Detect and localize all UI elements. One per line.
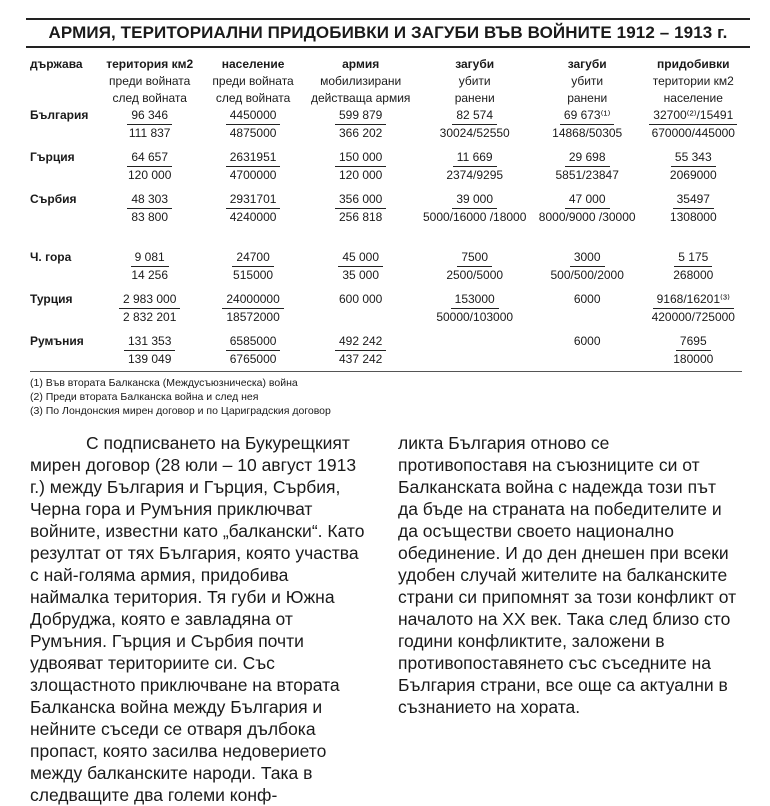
- column-header: [642, 56, 745, 107]
- table-row: [30, 191, 745, 249]
- cell-value-top: 599 879: [335, 107, 386, 125]
- cell-value-bottom: 111 837: [128, 126, 171, 140]
- notes-divider: [30, 371, 742, 372]
- cell-value-top: 4450000: [226, 107, 281, 125]
- column-header-title: армия: [342, 57, 380, 71]
- column-subheader: население: [663, 91, 723, 105]
- cell-value-top: 7695: [676, 333, 711, 351]
- country-name: Румъния: [30, 334, 84, 348]
- table-cell: [417, 191, 533, 249]
- cell-value-top: 150 000: [335, 149, 386, 167]
- column-subheader: след войната: [215, 91, 291, 105]
- country-name: Гърция: [30, 150, 75, 164]
- table-cell: [98, 107, 201, 149]
- column-header: [201, 56, 304, 107]
- table-cell: [305, 333, 417, 375]
- column-subheader: действаща армия: [310, 91, 411, 105]
- column-subheader: ранени: [567, 91, 608, 105]
- table-cell: [201, 191, 304, 249]
- table-cell: [98, 249, 201, 291]
- table-body: [30, 107, 745, 375]
- cell-value-top: 2 983 000: [119, 291, 180, 309]
- table-cell: [642, 149, 745, 191]
- footnote: (1) Във втората Балканска (Междусъюзническа) война: [30, 377, 298, 389]
- footnotes: [30, 376, 331, 418]
- cell-value-bottom: 50000/103000: [436, 310, 514, 324]
- body-paragraph: С подписването на Букурещкият мирен договор (28 юли – 10 август 1913 г.) между България и Гърция, Сърбия, Черна гора и Румъния приключват войните, известни като „балкански“. Като резултат от тях България, която участва с най-голяма армия, придобива наймалка територия. Тя губи и Южна Добруджа, която е завладяна от Румъния. Гърция и Сърбия почти удвояват териториите си. Със злощастното приключване на втората Балканска война между България и нейните съседи се отваря дълбока пропаст, която засилва недоверието между балканските народи. Така в следващите два големи конф-: [30, 433, 365, 805]
- statistics-table: [30, 56, 745, 375]
- table-cell: [533, 149, 642, 191]
- footnote: (2) Преди втората Балканска война и след нея: [30, 391, 259, 403]
- cell-value-bottom: 30024/52550: [439, 126, 510, 140]
- cell-value-bottom: 2374/9295: [446, 168, 504, 182]
- column-subheader: убити: [458, 74, 491, 88]
- table-cell: [98, 149, 201, 191]
- cell-value-top: 48 303: [127, 191, 172, 209]
- table-cell: [417, 333, 533, 375]
- cell-value-top: 2931701: [226, 191, 281, 209]
- cell-value-top: 35497: [673, 191, 714, 209]
- country-name: Сърбия: [30, 192, 77, 206]
- body-paragraph: ликта България отново се противопоставя на съюзниците си от Балканската война с надежда този път да бъде на страната на победителите и да осъществи своето национално обединение. И до ден днешен при всеки удобен случай жителите на балканските страни си припомнят за този конфликт от началото на ХХ век. Така след близо сто години конфликтите, заложени в противопоставянето със съседните на България страни, все още са актуални в съзнанието на хората.: [398, 433, 737, 717]
- column-header-title: загуби: [455, 57, 495, 71]
- cell-value-top: 600 000: [338, 292, 383, 306]
- cell-value-top: 356 000: [335, 191, 386, 209]
- cell-value-bottom: 2500/5000: [446, 268, 504, 282]
- column-subheader: убити: [571, 74, 604, 88]
- table-row: [30, 291, 745, 333]
- table-cell: [201, 291, 304, 333]
- column-subheader: територии км2: [652, 74, 734, 88]
- table-row: [30, 249, 745, 291]
- column-header: [98, 56, 201, 107]
- cell-value-top: 9 081: [131, 249, 169, 267]
- table-row: [30, 107, 745, 149]
- cell-value-bottom: 4240000: [229, 210, 277, 224]
- cell-value-top: 131 353: [124, 333, 175, 351]
- cell-value-bottom: 14 256: [131, 268, 169, 282]
- table-row: [30, 149, 745, 191]
- cell-value-bottom: 2069000: [669, 168, 717, 182]
- cell-value-top: 6585000: [226, 333, 281, 351]
- cell-value-bottom: 18572000: [226, 310, 280, 324]
- cell-value-bottom: 256 818: [338, 210, 383, 224]
- cell-value-bottom: 500/500/2000: [550, 268, 624, 282]
- table-cell: [305, 291, 417, 333]
- table-cell: [305, 107, 417, 149]
- table-cell: [201, 149, 304, 191]
- cell-value-bottom: 120 000: [127, 168, 172, 182]
- table-cell: [533, 191, 642, 249]
- column-subheader: преди войната: [109, 74, 191, 88]
- cell-value-bottom: 8000/9000 /30000: [538, 210, 636, 224]
- table-cell: [305, 191, 417, 249]
- cell-value-top: 153000: [451, 291, 499, 309]
- table-cell: [417, 249, 533, 291]
- table-cell: [533, 107, 642, 149]
- cell-value-top: 6000: [573, 334, 601, 348]
- country-name: Ч. гора: [30, 250, 72, 264]
- cell-value-top: 5 175: [674, 249, 712, 267]
- cell-value-bottom: 6765000: [229, 352, 277, 366]
- table-cell: [417, 107, 533, 149]
- cell-value-bottom: 515000: [233, 268, 274, 282]
- column-header: [533, 56, 642, 107]
- table-header-row: [30, 56, 745, 107]
- cell-value-top: 55 343: [671, 149, 716, 167]
- cell-value-bottom: 1308000: [669, 210, 717, 224]
- table-cell: [201, 249, 304, 291]
- table-cell: [98, 291, 201, 333]
- column-header-country: държава: [30, 57, 83, 71]
- cell-value-top: 45 000: [338, 249, 383, 267]
- column-header: [417, 56, 533, 107]
- footnote: (3) По Лондонския мирен договор и по Цариградския договор: [30, 405, 331, 417]
- column-header-title: население: [221, 57, 285, 71]
- table-cell: [98, 191, 201, 249]
- table-cell: [642, 107, 745, 149]
- column-header: [305, 56, 417, 107]
- cell-value-top: 69 673⁽¹⁾: [560, 107, 615, 125]
- column-header-title: загуби: [567, 57, 607, 71]
- cell-value-top: 7500: [457, 249, 492, 267]
- cell-value-top: 6000: [573, 292, 601, 306]
- column-subheader: мобилизирани: [320, 74, 402, 88]
- table-cell: [533, 333, 642, 375]
- table-cell: [201, 107, 304, 149]
- cell-value-top: 29 698: [565, 149, 610, 167]
- column-subheader: след войната: [112, 91, 187, 105]
- cell-value-bottom: 2 832 201: [122, 310, 177, 324]
- table-cell: [533, 249, 642, 291]
- cell-value-top: 3000: [570, 249, 605, 267]
- table-cell: [417, 291, 533, 333]
- cell-value-bottom: 180000: [673, 352, 714, 366]
- cell-value-top: 39 000: [452, 191, 497, 209]
- page-title: АРМИЯ, ТЕРИТОРИАЛНИ ПРИДОБИВКИ И ЗАГУБИ ВЪВ ВОЙНИТЕ 1912 – 1913 г.: [26, 18, 750, 48]
- cell-value-top: 47 000: [565, 191, 610, 209]
- cell-value-bottom: 4700000: [229, 168, 277, 182]
- table-row: [30, 333, 745, 375]
- table-cell: [201, 333, 304, 375]
- cell-value-bottom: 670000/445000: [651, 126, 735, 140]
- table-cell: [417, 149, 533, 191]
- column-header-title: придобивки: [657, 57, 730, 71]
- cell-value-top: 96 346: [127, 107, 172, 125]
- cell-value-top: 24700: [232, 249, 273, 267]
- cell-value-bottom: 14868/50305: [552, 126, 623, 140]
- cell-value-bottom: 5000/16000 /18000: [422, 210, 527, 224]
- cell-value-top: 9168/16201⁽³⁾: [653, 291, 734, 309]
- cell-value-bottom: 35 000: [342, 268, 380, 282]
- table-cell: [642, 191, 745, 249]
- text-column-right: [398, 432, 738, 718]
- column-subheader: ранени: [454, 91, 495, 105]
- cell-value-top: 11 669: [453, 149, 497, 167]
- table-cell: [642, 249, 745, 291]
- table-cell: [642, 291, 745, 333]
- table-cell: [305, 249, 417, 291]
- column-header-title: територия км2: [106, 57, 194, 71]
- cell-value-top: 492 242: [335, 333, 386, 351]
- country-name: България: [30, 108, 89, 122]
- column-subheader: преди войната: [212, 74, 294, 88]
- cell-value-top: 32700⁽²⁾/15491: [649, 107, 737, 125]
- table-cell: [98, 333, 201, 375]
- cell-value-bottom: 120 000: [338, 168, 383, 182]
- cell-value-bottom: 366 202: [338, 126, 383, 140]
- table-cell: [642, 333, 745, 375]
- cell-value-bottom: 437 242: [338, 352, 383, 366]
- cell-value-top: 2631951: [226, 149, 281, 167]
- cell-value-bottom: 268000: [673, 268, 714, 282]
- country-name: Турция: [30, 292, 73, 306]
- cell-value-bottom: 5851/23847: [555, 168, 619, 182]
- text-column-left: [30, 432, 370, 806]
- cell-value-bottom: 139 049: [127, 352, 172, 366]
- cell-value-top: 82 574: [452, 107, 497, 125]
- cell-value-bottom: 4875000: [229, 126, 277, 140]
- table-cell: [533, 291, 642, 333]
- cell-value-top: 24000000: [222, 291, 283, 309]
- table-cell: [305, 149, 417, 191]
- cell-value-top: 64 657: [127, 149, 172, 167]
- cell-value-bottom: 420000/725000: [651, 310, 735, 324]
- cell-value-bottom: 83 800: [131, 210, 169, 224]
